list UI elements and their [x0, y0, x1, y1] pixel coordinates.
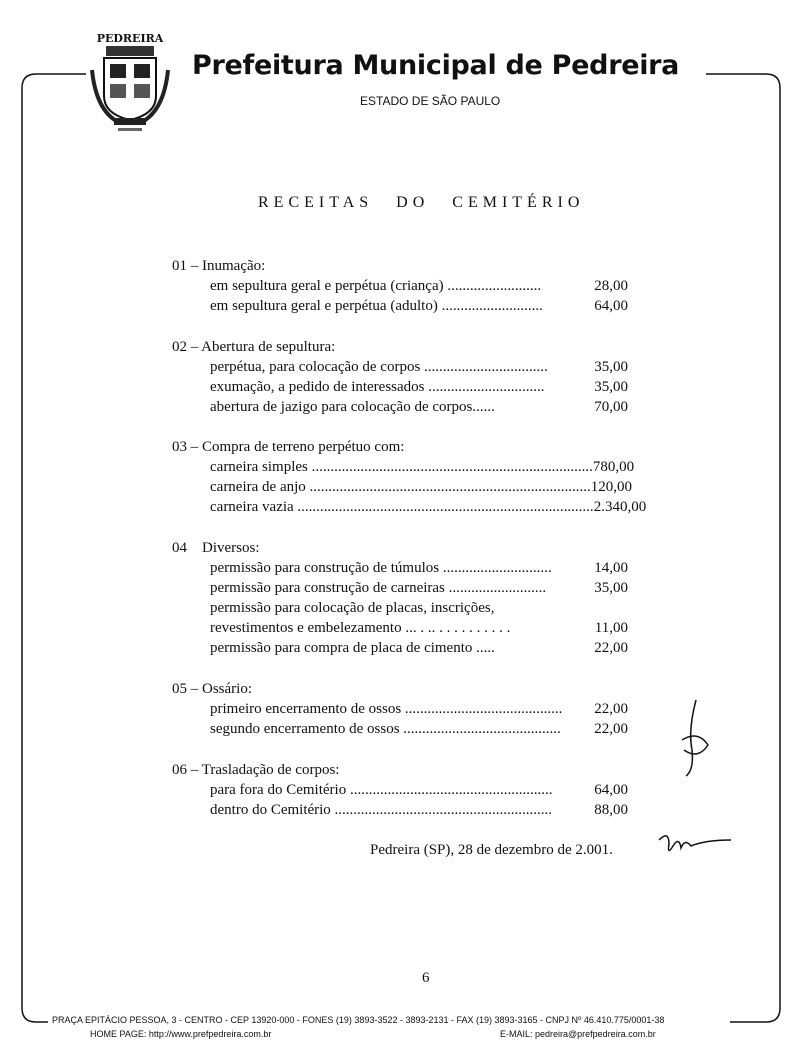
list-item [172, 598, 632, 618]
item-value: 22,00 [594, 721, 628, 737]
section-heading: 04 Diversos: [172, 540, 260, 556]
item-value: 35,00 [594, 580, 628, 596]
item-value: 64,00 [594, 298, 628, 314]
item-label: permissão para construção de carneiras .......................... [210, 580, 547, 596]
footer-address: PRAÇA EPITÁCIO PESSOA, 3 - CENTRO - CEP 13920-000 - FONES (19) 3893-3522 - 3893-2131 - FAX (19) 3893-3165 - CNPJ Nº 46.410.775/0001-38 [48, 1015, 668, 1025]
item-value: 11,00 [594, 620, 628, 636]
item-label: segundo encerramento de ossos .......................................... [210, 721, 561, 737]
list-item [172, 457, 635, 477]
item-label: carneira vazia ............................................................................... [210, 499, 594, 515]
item-label: primeiro encerramento de ossos .......................................... [210, 701, 563, 717]
item-value [548, 598, 632, 618]
list-item [172, 699, 632, 719]
footer-email: E-MAIL: pedreira@prefpedreira.com.br [500, 1029, 656, 1039]
signature-initials [678, 690, 718, 780]
item-label: exumação, a pedido de interessados ............................... [210, 379, 545, 395]
list-item [172, 497, 647, 517]
item-label: para fora do Cemitério ...................................................... [210, 782, 553, 798]
item-value: 35,00 [594, 359, 628, 375]
list-item [172, 780, 632, 800]
item-label: permissão para compra de placa de cimento ..... [210, 640, 495, 656]
document-title: RECEITAS DO CEMITÉRIO [258, 194, 585, 211]
item-value: 88,00 [594, 802, 628, 818]
item-label: permissão para colocação de placas, inscrições, [210, 600, 495, 616]
item-label: em sepultura geral e perpétua (adulto) ........................... [210, 298, 543, 314]
date-line: Pedreira (SP), 28 de dezembro de 2.001. [370, 842, 613, 858]
item-label: revestimentos e embelezamento ... . .. . . . . . . . . . . [210, 620, 511, 636]
list-item [172, 276, 632, 296]
item-value: 14,00 [594, 560, 628, 576]
item-value: 28,00 [594, 278, 628, 294]
item-value: 64,00 [594, 782, 628, 798]
item-label: carneira simples ........................................................................... [210, 459, 593, 475]
page-number: 6 [422, 970, 430, 986]
item-label: carneira de anjo ........................................................................... [210, 479, 591, 495]
list-item [172, 558, 632, 578]
list-item [172, 618, 632, 638]
list-item [172, 719, 632, 739]
section-abertura [172, 337, 632, 417]
section-heading: 03 – Compra de terreno perpétuo com: [172, 439, 405, 455]
item-value: 35,00 [594, 379, 628, 395]
list-item [172, 397, 632, 417]
item-label: permissão para construção de túmulos ............................. [210, 560, 552, 576]
logo-text: PEDREIRA [96, 32, 164, 45]
header-title: Prefeitura Municipal de Pedreira [192, 50, 680, 81]
list-item [172, 800, 632, 820]
list-item [172, 578, 632, 598]
item-value: 70,00 [594, 399, 628, 415]
list-item [172, 638, 632, 658]
section-diversos [172, 538, 632, 658]
signature [655, 826, 735, 860]
item-value: 22,00 [594, 701, 628, 717]
section-inumacao [172, 256, 632, 316]
item-label: dentro do Cemitério .......................................................... [210, 802, 553, 818]
item-label: abertura de jazigo para colocação de corpos...... [210, 399, 495, 415]
section-trasladacao [172, 760, 632, 820]
list-item [172, 377, 632, 397]
item-value: 2.340,00 [593, 499, 647, 515]
section-ossario [172, 679, 632, 739]
list-item [172, 357, 632, 377]
section-heading: 01 – Inumação: [172, 258, 266, 274]
footer-homepage: HOME PAGE: http://www.prefpedreira.com.br [90, 1029, 272, 1039]
coat-of-arms-logo [88, 30, 172, 134]
section-heading: 02 – Abertura de sepultura: [172, 339, 336, 355]
section-heading: 05 – Ossário: [172, 681, 252, 697]
item-label: perpétua, para colocação de corpos ................................. [210, 359, 548, 375]
item-value: 22,00 [594, 640, 628, 656]
item-label: em sepultura geral e perpétua (criança) ......................... [210, 278, 542, 294]
list-item [172, 296, 632, 316]
header-subtitle: ESTADO DE SÃO PAULO [360, 94, 501, 108]
item-value: 120,00 [590, 479, 633, 495]
item-value: 780,00 [592, 459, 635, 475]
section-heading: 06 – Trasladação de corpos: [172, 762, 340, 778]
section-compra-terreno [172, 437, 647, 517]
list-item [172, 477, 632, 497]
